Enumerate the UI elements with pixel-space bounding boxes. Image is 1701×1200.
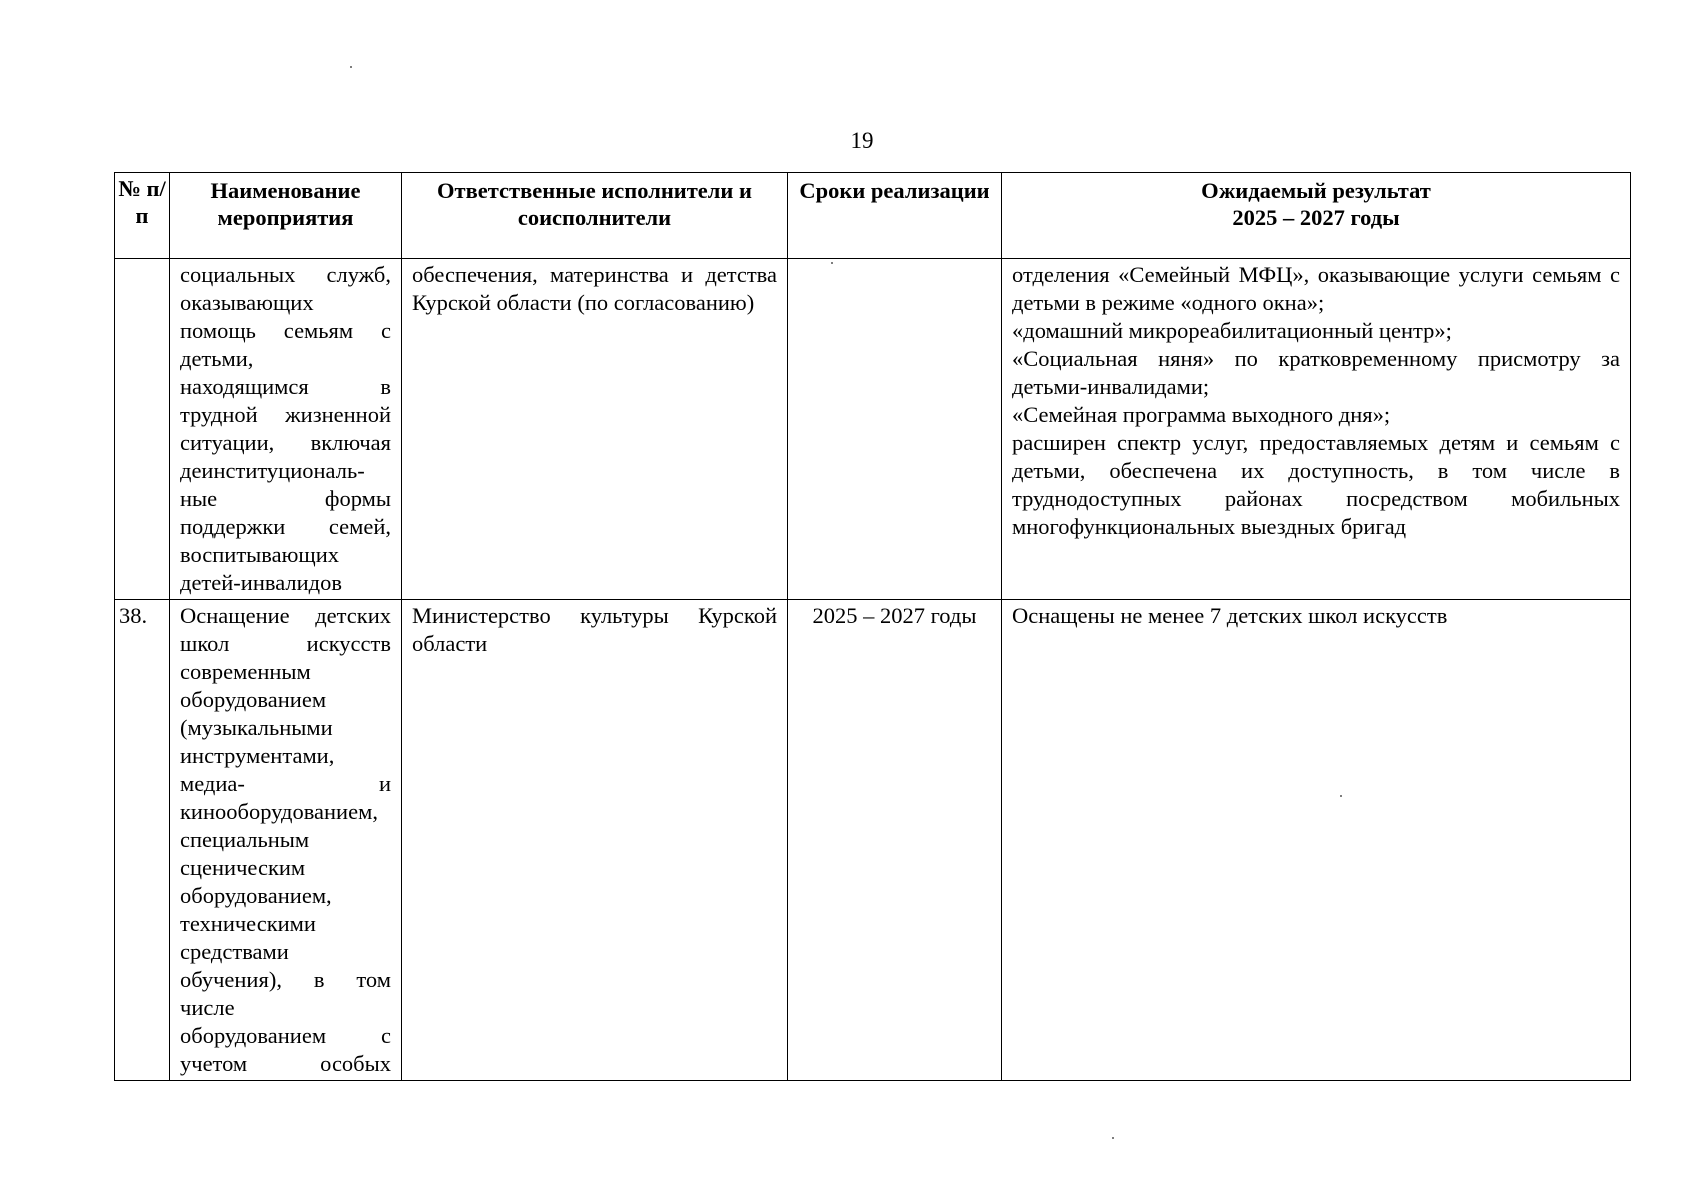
measure-name-line: Оснащение детских xyxy=(180,603,391,628)
result-line: «Социальная няня» по кратковременному присмотру за детьми-инвалидами; xyxy=(1012,346,1620,399)
measure-name-line: воспитывающих xyxy=(180,542,340,567)
measure-name-line: ные формы xyxy=(180,486,391,511)
measure-name-line: ситуации, включая xyxy=(180,430,391,455)
header-executors: Ответственные исполнители и соисполнители xyxy=(402,173,788,259)
measure-name-line: числе xyxy=(180,995,235,1020)
header-result xyxy=(1002,173,1631,259)
header-result-years: 2025 – 2027 годы xyxy=(1232,205,1400,230)
measure-name-line: учетом особых xyxy=(180,1051,391,1076)
measure-name-line: оборудованием, xyxy=(180,883,332,908)
measure-name-line: медиа- и xyxy=(180,771,391,796)
row-number xyxy=(115,259,170,600)
measure-name-line: обучения), в том xyxy=(180,967,391,992)
row-number: 38. xyxy=(115,600,170,1081)
result-line: отделения «Семейный МФЦ», оказывающие услуги семьям с детьми в режиме «одного окна»; xyxy=(1012,262,1620,315)
result-cell xyxy=(1002,259,1631,600)
result-line: расширен спектр услуг, предоставляемых детям и семьям с детьми, обеспечена их доступность, в том числе в труднодоступных районах посредством мобильных многофункциональных выездных бригад xyxy=(1012,430,1620,539)
measure-name-line: деинституциональ- xyxy=(180,458,365,483)
scan-speck xyxy=(1112,1137,1114,1139)
result-cell xyxy=(1002,600,1631,1081)
measure-name-line: школ искусств xyxy=(180,631,391,656)
measure-name-line: (музыкальными xyxy=(180,715,333,740)
measures-table xyxy=(114,172,1631,1081)
period-cell xyxy=(788,259,1002,600)
measure-name-line: оборудованием с xyxy=(180,1023,391,1048)
period-cell: 2025 – 2027 годы xyxy=(788,600,1002,1081)
scan-speck xyxy=(350,66,352,68)
executors-cell: обеспечения, материнства и детства Курской области (по согласованию) xyxy=(402,259,788,600)
table-header-row xyxy=(115,173,1631,259)
executors-cell: Министерство культуры Курской области xyxy=(402,600,788,1081)
measure-name-line: сценическим xyxy=(180,855,306,880)
measure-name-line: средствами xyxy=(180,939,289,964)
result-line: Оснащены не менее 7 детских школ искусств xyxy=(1012,603,1448,628)
header-result-title: Ожидаемый результат xyxy=(1201,178,1431,203)
measure-name-cell xyxy=(170,259,402,600)
header-name: Наименование мероприятия xyxy=(170,173,402,259)
measure-name-line: инструментами, xyxy=(180,743,335,768)
measure-name-line: оказывающих xyxy=(180,290,314,315)
measure-name-line: поддержки семей, xyxy=(180,514,391,539)
header-period: Сроки реализации xyxy=(788,173,1002,259)
measure-name-line: техническими xyxy=(180,911,316,936)
measure-name-line: специальным xyxy=(180,827,310,852)
header-num xyxy=(115,173,170,259)
result-line: «Семейная программа выходного дня»; xyxy=(1012,402,1391,427)
result-line: «домашний микрореабилитационный центр»; xyxy=(1012,318,1452,343)
measure-name-line: находящимся в xyxy=(180,374,391,399)
measure-name-line: помощь семьям с xyxy=(180,318,391,343)
scan-speck xyxy=(1340,795,1342,797)
scan-speck xyxy=(831,262,833,264)
measure-name-line: социальных служб, xyxy=(180,262,391,287)
page-number: 19 xyxy=(850,128,874,153)
measure-name-line: детей-инвалидов xyxy=(180,570,342,595)
table-row xyxy=(115,600,1631,1081)
measure-name-line: трудной жизненной xyxy=(180,402,391,427)
header-num-label: № п/ п xyxy=(118,176,166,228)
measure-name-line: современным xyxy=(180,659,311,684)
table-row xyxy=(115,259,1631,600)
measure-name-line: оборудованием xyxy=(180,687,327,712)
measure-name-line: детьми, xyxy=(180,346,254,371)
measure-name-cell xyxy=(170,600,402,1081)
measure-name-line: кинооборудованием, xyxy=(180,799,378,824)
